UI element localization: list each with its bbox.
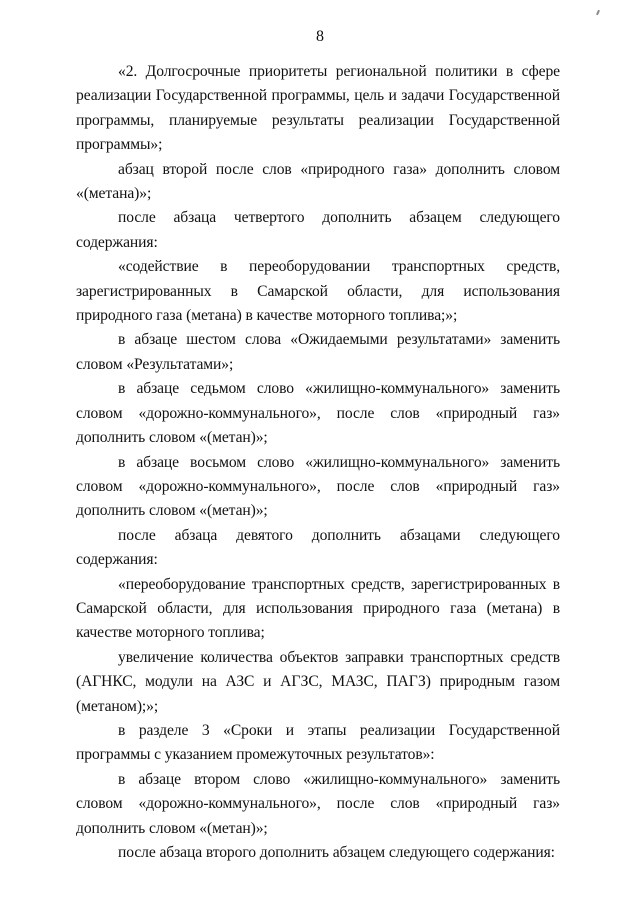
paragraph: в абзаце шестом слова «Ожидаемыми результатами» заменить словом «Результатами»;: [76, 331, 560, 373]
paragraph: в абзаце восьмом слово «жилищно-коммунального» заменить словом «дорожно-коммунального», после слов «природный газ» дополнить словом «(метан)»;: [76, 453, 560, 520]
paragraph: после абзаца второго дополнить абзацем следующего содержания:: [118, 844, 555, 861]
paragraph: «переоборудование транспортных средств, зарегистрированных в Самарской области, для использования природного газа (метана) в качестве моторного топлива;: [76, 575, 560, 642]
paragraph: после абзаца девятого дополнить абзацами следующего содержания:: [76, 526, 560, 569]
document-body: [76, 60, 560, 865]
paragraph: абзац второй после слов «природного газа» дополнить словом «(метана)»;: [76, 160, 560, 203]
paragraph: в разделе 3 «Сроки и этапы реализации Государственной программы с указанием промежуточных результатов»:: [76, 721, 560, 764]
paragraph: увеличение количества объектов заправки транспортных средств (АГНКС, модули на АЗС и АГЗС, МАЗС, ПАГЗ) природным газом (метаном);»;: [76, 648, 560, 715]
page-number: 8: [316, 28, 324, 45]
paragraph: «2. Долгосрочные приоритеты региональной политики в сфере реализации Государственной программы, цель и задачи Государственной программы, планируемые результаты реализации Государственной программы»;: [76, 63, 560, 154]
corner-mark: [596, 10, 600, 15]
paragraph: «содействие в переоборудовании транспортных средств, зарегистрированных в Самарской области, для использования природного газа (метана) в качестве моторного топлива;»;: [76, 258, 560, 325]
paragraph: в абзаце седьмом слово «жилищно-коммунального» заменить словом «дорожно-коммунального», после слов «природный газ» дополнить словом «(метан)»;: [76, 380, 560, 447]
paragraph: после абзаца четвертого дополнить абзацем следующего содержания:: [76, 209, 560, 251]
paragraph: в абзаце втором слово «жилищно-коммунального» заменить словом «дорожно-коммунального», после слов «природный газ» дополнить словом «(метан)»;: [76, 770, 560, 837]
